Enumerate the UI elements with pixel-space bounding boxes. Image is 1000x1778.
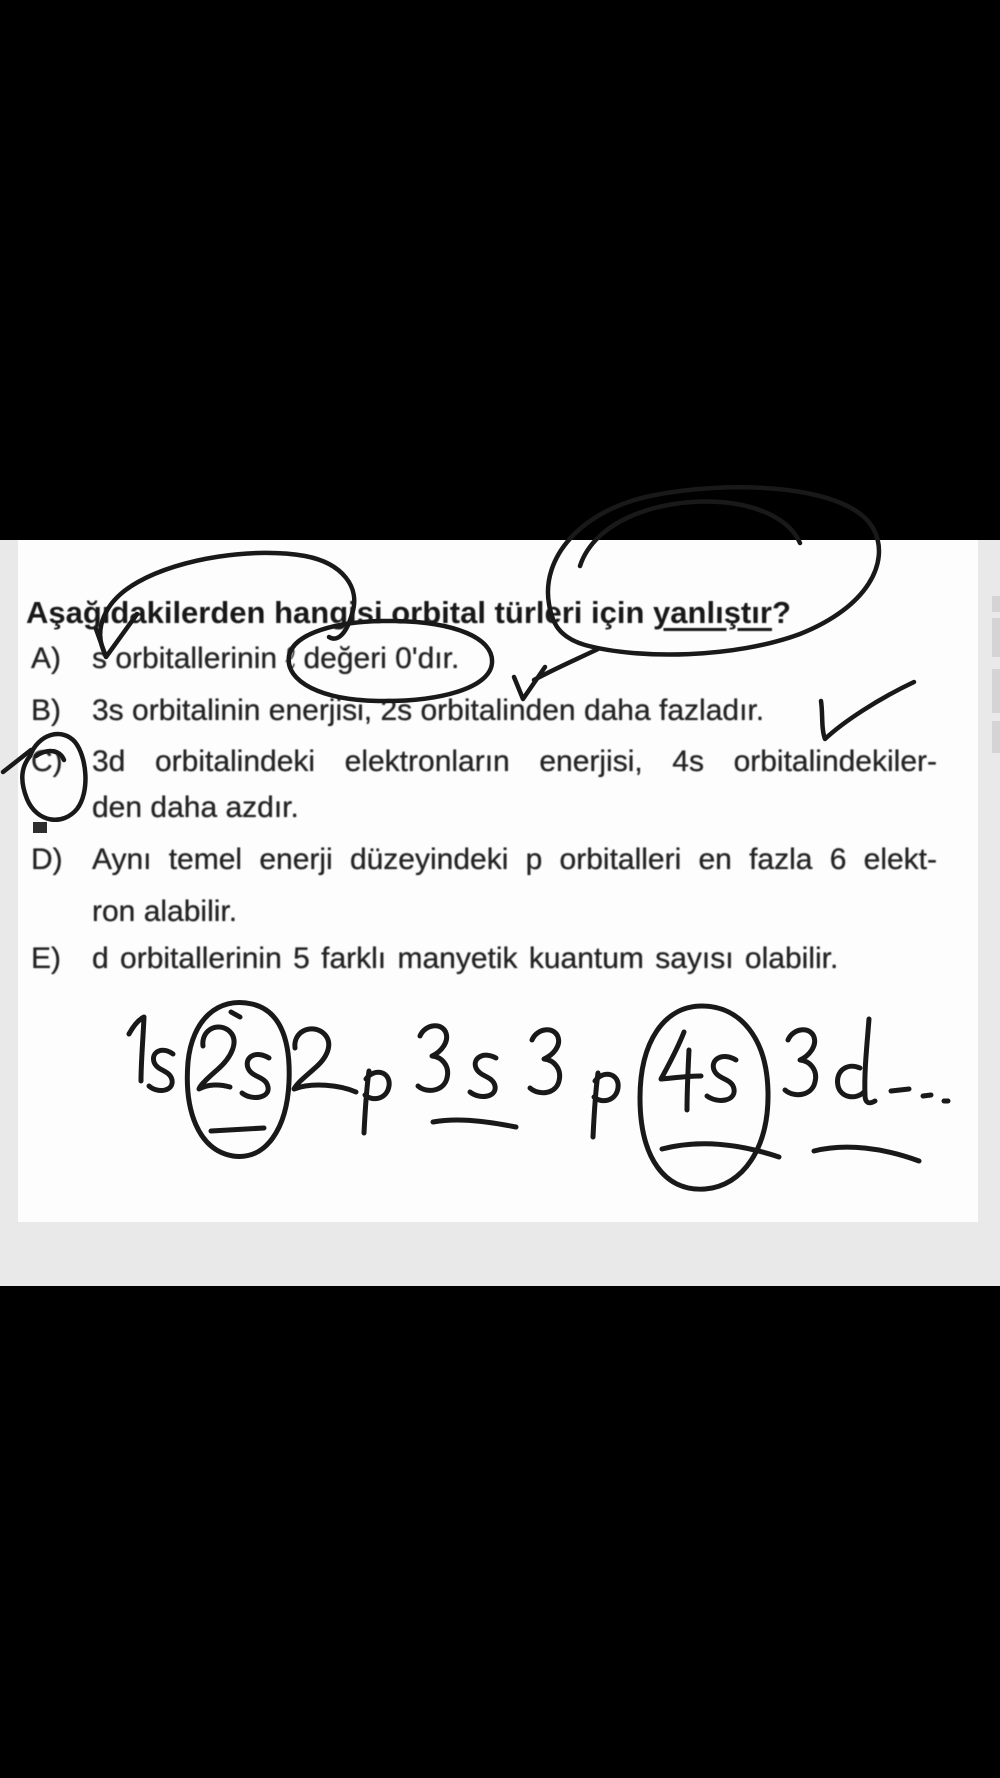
exam-page-card <box>18 540 978 1222</box>
option-b-letter: B) <box>31 694 61 727</box>
option-e <box>31 941 937 977</box>
question-text <box>26 594 966 631</box>
option-c <box>31 744 937 780</box>
option-d-text-line1: Aynı temel enerji düzeyindeki p orbitalleri en fazla 6 elekt- <box>92 843 937 876</box>
option-c-letter: C) <box>31 745 63 778</box>
option-e-text: d orbitallerinin 5 farklı manyetik kuantum sayısı olabilir. <box>92 942 839 975</box>
question-part2: ? <box>771 595 791 630</box>
option-d-letter: D) <box>31 843 63 876</box>
option-c-continuation <box>31 790 937 826</box>
option-b-text: 3s orbitalinin enerjisi, 2s orbitalinden daha fazladır. <box>92 694 765 727</box>
option-b <box>31 693 937 729</box>
option-c-text-line2: den daha azdır. <box>92 791 299 824</box>
question-underlined-word: yanlıştır <box>653 595 772 630</box>
option-d-text-line2: ron alabilir. <box>92 895 238 928</box>
option-a <box>31 641 937 677</box>
option-c-text-line1: 3d orbitalindeki elektronların enerjisi, 4s orbitalindekiler- <box>92 745 937 778</box>
option-d-continuation <box>31 894 937 930</box>
printed-question-block <box>18 540 978 1222</box>
option-a-text: s orbitallerinin ℓ değeri 0'dır. <box>92 642 460 675</box>
option-a-letter: A) <box>31 642 61 675</box>
option-d <box>31 842 937 878</box>
question-part1: Aşağıdakilerden hangisi orbital türleri için <box>26 595 654 630</box>
option-e-letter: E) <box>31 942 61 975</box>
